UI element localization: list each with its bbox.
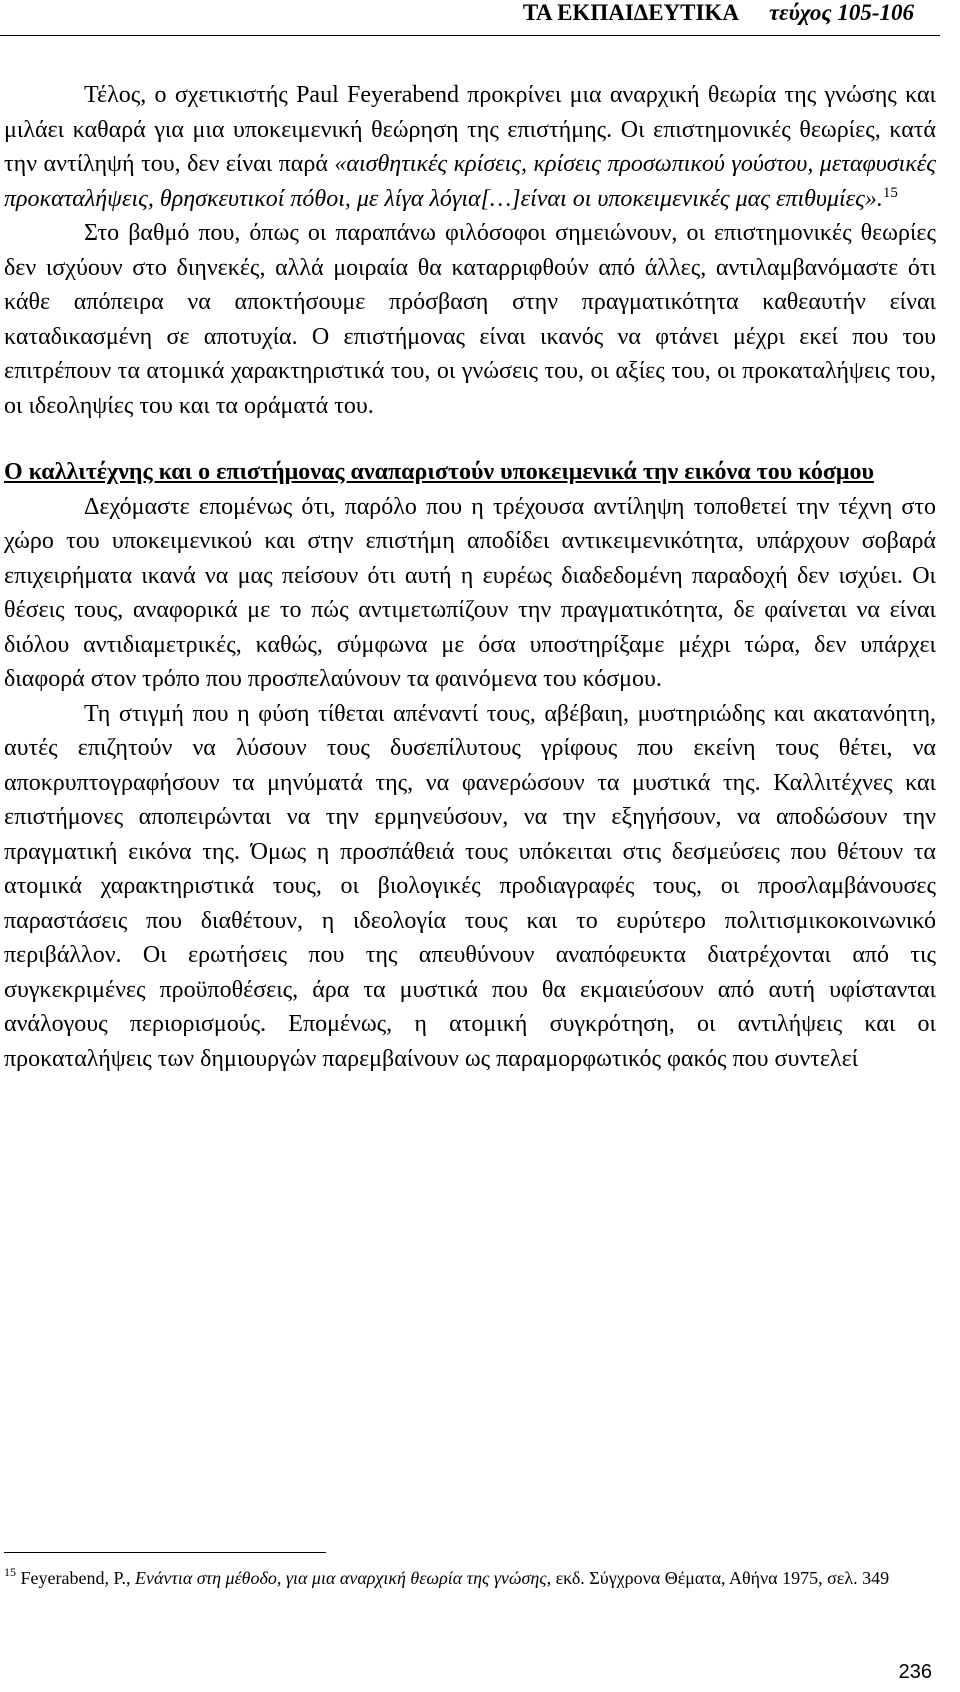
footnote-divider: [4, 1552, 326, 1553]
journal-name: ΤΑ ΕΚΠΑΙΔΕΥΤΙΚΑ: [522, 0, 739, 25]
paragraph-1: [4, 78, 936, 216]
footnote-15: [4, 1563, 938, 1593]
header-title: [523, 0, 914, 26]
paragraph-4: Τη στιγμή που η φύση τίθεται απέναντί τους, αβέβαιη, μυστηριώδης και ακατανόητη, αυτές επιζητούν να λύσουν τους δυσεπίλυτους γρίφους που εκείνη τους θέτει, να αποκρυπτογραφήσουν τα μηνύματά της, να φανερώσουν τα μυστικά της. Καλλιτέχνες και επιστήμονες αποπειρώνται να την ερμηνεύσουν, να την εξηγήσουν, να αποδώσουν την πραγματική εικόνα της. Όμως η προσπάθειά τους υπόκειται στις δεσμεύσεις που θέτουν τα ατομικά χαρακτηριστικά τους, οι βιολογικές προδιαγραφές τους, οι προσλαμβάνουσες παραστάσεις που διαθέτουν, η ιδεολογία τους και το ευρύτερο πολιτισμικοκοινωνικό περιβάλλον. Οι ερωτήσεις που της απευθύνουν αναπόφευκτα διατρέχονται από τις συγκεκριμένες προϋποθέσεις, άρα τα μυστικά που θα εκμαιεύσουν από αυτή υφίστανται ανάλογους περιορισμούς. Επομένως, η ατομική συγκρότηση, οι αντιλήψεις και οι προκαταλήψεις των δημιουργών παρεμβαίνουν ως παραμορφωτικός φακός που συντελεί: [4, 700, 936, 1072]
article-body: [4, 78, 936, 1076]
footnote-publication: , εκδ. Σύγχρονα Θέματα, Αθήνα 1975, σελ. 349: [546, 1568, 890, 1588]
paragraph-3: Δεχόμαστε επομένως ότι, παρόλο που η τρέχουσα αντίληψη τοποθετεί την τέχνη στο χώρο του υποκειμενικού και στην επιστήμη αποδίδει αντικειμενικότητα, υπάρχουν σοβαρά επιχειρήματα ικανά να μας πείσουν ότι αυτή η ευρέως διαδεδομένη παραδοχή δεν ισχύει. Οι θέσεις τους, αναφορικά με το πώς αντιμετωπίζουν την πραγματικότητα, δε φαίνεται να είναι διόλου αντιδιαμετρικές, καθώς, σύμφωνα με όσα υποστηρίξαμε μέχρι τώρα, δεν υπάρχει διαφορά στον τρόπο που προσπελαύνουν τα φαινόμενα του κόσμου.: [4, 493, 936, 692]
footnote-book-title: Ενάντια στη μέθοδο, για μια αναρχική θεωρία της γνώσης: [134, 1568, 547, 1588]
feyerabend-quote: «αισθητικές κρίσεις, κρίσεις προσωπικού γούστου, μεταφυσικές προκαταλήψεις, θρησκευτικοί πόθοι, με λίγα λόγια[…]είναι οι υποκειμενικές μας επιθυμίες».: [4, 151, 936, 212]
paragraph-1-text: Τέλος, ο σχετικιστής Paul Feyerabend προκρίνει μια αναρχική θεωρία της γνώσης και μιλάει καθαρά για μια υποκειμενική θεώρηση της επιστήμης. Οι επιστημονικές θεωρίες, κατά την αντίληψή του, δεν είναι παρά: [4, 82, 936, 177]
footnote-ref-15[interactable]: 15: [882, 184, 898, 201]
footnote-author: Feyerabend, P.,: [16, 1568, 135, 1588]
paragraph-2: Στο βαθμό που, όπως οι παραπάνω φιλόσοφοι σημειώνουν, οι επιστημονικές θεωρίες δεν ισχύουν στο διηνεκές, αλλά μοιραία θα καταρριφθούν από άλλες, αντιλαμβανόμαστε ότι κάθε απόπειρα να αποκτήσουμε πρόσβαση στην πραγματικότητα καθεαυτήν είναι καταδικασμένη σε αποτυχία. Ο επιστήμονας είναι ικανός να φτάνει μέχρι εκεί που του επιτρέπουν τα ατομικά χαρακτηριστικά του, οι γνώσεις του, οι αξίες του, οι προκαταλήψεις του, οι ιδεοληψίες του και τα οράματά του.: [4, 220, 936, 419]
running-header: [0, 0, 940, 36]
footnote-number: 15: [4, 1565, 16, 1579]
issue-number: τεύχος 105-106: [768, 0, 914, 25]
page-number: 236: [898, 1661, 932, 1683]
section-heading: Ο καλλιτέχνης και ο επιστήμονας αναπαριστούν υποκειμενικά την εικόνα του κόσμου: [4, 459, 874, 485]
